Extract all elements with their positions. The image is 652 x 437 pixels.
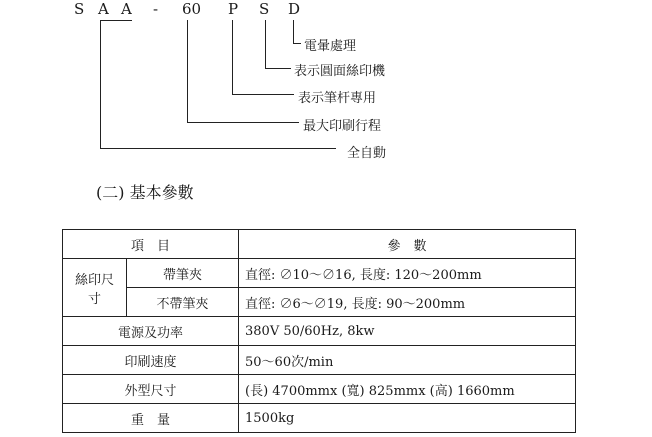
- code-number: 60: [182, 0, 202, 18]
- code-letter-s2: S: [259, 0, 270, 18]
- code-letter-s: S: [74, 0, 85, 18]
- cell-speed-value: 50～60次/min: [239, 346, 576, 375]
- connector-p-vertical: [232, 20, 233, 95]
- cell-without-clip: 不帶筆夾: [127, 288, 239, 317]
- cell-speed: 印刷速度: [63, 346, 239, 375]
- cell-print-size: 絲印尺寸: [63, 259, 127, 317]
- legend-max-stroke: 最大印刷行程: [303, 119, 382, 134]
- table-row: [63, 346, 576, 375]
- spec-table: [62, 229, 576, 433]
- table-row: [63, 375, 576, 404]
- section-title: (二) 基本參數: [96, 183, 194, 202]
- code-letter-d: D: [288, 0, 301, 18]
- connector-saa-vertical: [100, 20, 101, 149]
- connector-p-horizontal: [232, 94, 294, 95]
- cell-with-clip: 帶筆夾: [127, 259, 239, 288]
- code-dash: -: [153, 0, 159, 18]
- legend-pen-barrel: 表示筆杆專用: [298, 91, 377, 106]
- table-row: [63, 288, 576, 317]
- connector-saa-bracket: [100, 20, 132, 21]
- cell-without-clip-value: 直徑: ∅6～∅19, 長度: 90～200mm: [239, 288, 576, 317]
- cell-weight-value: 1500kg: [239, 404, 576, 433]
- legend-fully-automatic: 全自動: [347, 146, 387, 161]
- header-param: 參 數: [239, 230, 576, 259]
- cell-dimensions-value: (長) 4700mmx (寬) 825mmx (高) 1660mm: [239, 375, 576, 404]
- code-letter-p: P: [228, 0, 239, 18]
- cell-weight: 重 量: [63, 404, 239, 433]
- code-letter-a2: A: [121, 0, 132, 18]
- cell-power: 電源及功率: [63, 317, 239, 346]
- connector-60-vertical: [187, 20, 188, 123]
- connector-s2-vertical: [265, 20, 266, 69]
- table-row: [63, 404, 576, 433]
- connector-d-vertical: [293, 20, 294, 44]
- cell-with-clip-value: 直徑: ∅10～∅16, 長度: 120～200mm: [239, 259, 576, 288]
- legend-round-screen-printer: 表示圓面絲印機: [294, 64, 386, 79]
- cell-dimensions: 外型尺寸: [63, 375, 239, 404]
- connector-d-horizontal: [293, 43, 301, 44]
- table-header-row: [63, 230, 576, 259]
- header-item: 項 目: [63, 230, 239, 259]
- table-row: [63, 259, 576, 288]
- code-letter-a1: A: [98, 0, 109, 18]
- legend-corona-treatment: 電暈處理: [304, 39, 357, 54]
- cell-power-value: 380V 50/60Hz, 8kw: [239, 317, 576, 346]
- table-row: [63, 317, 576, 346]
- connector-60-horizontal: [187, 122, 299, 123]
- connector-s2-horizontal: [265, 68, 291, 69]
- connector-saa-horizontal: [100, 148, 336, 149]
